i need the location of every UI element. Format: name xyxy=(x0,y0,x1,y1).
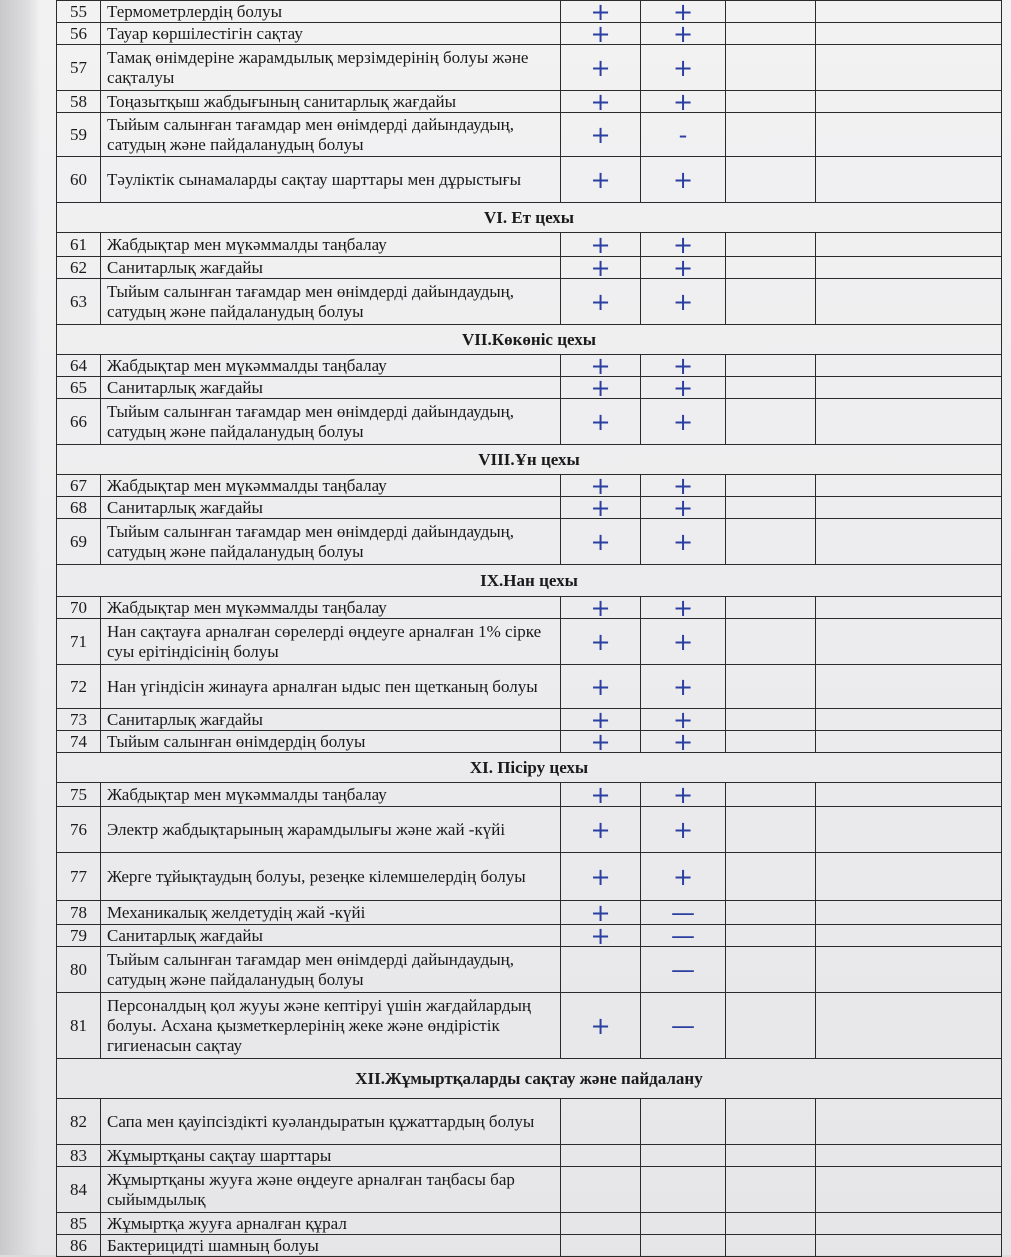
check-mark-1: + xyxy=(561,233,641,257)
empty-cell xyxy=(726,709,816,731)
check-mark-1: + xyxy=(561,91,641,113)
requirement-text: Тыйым салынған өнімдердің болуы xyxy=(101,731,561,753)
check-mark-1: + xyxy=(561,257,641,279)
checklist-body xyxy=(57,1,1002,1257)
check-mark-1: + xyxy=(561,901,641,925)
check-mark-2: + xyxy=(641,1,726,23)
check-mark-1 xyxy=(561,1145,641,1167)
row-number: 83 xyxy=(57,1145,101,1167)
notes-cell xyxy=(816,783,1002,807)
check-mark-2: + xyxy=(641,355,726,377)
requirement-text: Жабдықтар мен мүкәммалды таңбалау xyxy=(101,233,561,257)
notes-cell xyxy=(816,23,1002,45)
empty-cell xyxy=(726,279,816,325)
notes-cell xyxy=(816,497,1002,519)
requirement-text: Жабдықтар мен мүкәммалды таңбалау xyxy=(101,783,561,807)
row-number: 70 xyxy=(57,597,101,619)
notes-cell xyxy=(816,947,1002,993)
notes-cell xyxy=(816,519,1002,565)
row-number: 67 xyxy=(57,475,101,497)
requirement-text: Тауар көршілестігін сақтау xyxy=(101,23,561,45)
table-row xyxy=(57,399,1002,445)
check-mark-2: — xyxy=(641,901,726,925)
notes-cell xyxy=(816,925,1002,947)
check-mark-1: + xyxy=(561,783,641,807)
check-mark-2: + xyxy=(641,475,726,497)
check-mark-2: + xyxy=(641,497,726,519)
row-number: 86 xyxy=(57,1235,101,1257)
requirement-text: Тыйым салынған тағамдар мен өнімдерді дайындаудың, сатудың және пайдаланудың болуы xyxy=(101,399,561,445)
section-header-row xyxy=(57,325,1002,355)
empty-cell xyxy=(726,947,816,993)
requirement-text: Тоңазытқыш жабдығының санитарлық жағдайы xyxy=(101,91,561,113)
empty-cell xyxy=(726,925,816,947)
requirement-text: Тыйым салынған тағамдар мен өнімдерді дайындаудың, сатудың және пайдаланудың болуы xyxy=(101,519,561,565)
check-mark-1: + xyxy=(561,665,641,709)
section-header-row xyxy=(57,1059,1002,1099)
table-row xyxy=(57,731,1002,753)
requirement-text: Санитарлық жағдайы xyxy=(101,257,561,279)
notes-cell xyxy=(816,731,1002,753)
table-row xyxy=(57,709,1002,731)
check-mark-1: + xyxy=(561,993,641,1059)
notes-cell xyxy=(816,619,1002,665)
check-mark-1: + xyxy=(561,399,641,445)
check-mark-2: + xyxy=(641,91,726,113)
empty-cell xyxy=(726,113,816,157)
check-mark-2: + xyxy=(641,23,726,45)
check-mark-1: + xyxy=(561,113,641,157)
notes-cell xyxy=(816,233,1002,257)
row-number: 60 xyxy=(57,157,101,203)
row-number: 55 xyxy=(57,1,101,23)
row-number: 72 xyxy=(57,665,101,709)
check-mark-2: + xyxy=(641,257,726,279)
requirement-text: Нан сақтауға арналған сөрелерді өңдеуге арналған 1% сірке суы ерітіндісінің болуы xyxy=(101,619,561,665)
check-mark-1: + xyxy=(561,377,641,399)
requirement-text: Жабдықтар мен мүкәммалды таңбалау xyxy=(101,475,561,497)
table-row xyxy=(57,279,1002,325)
empty-cell xyxy=(726,233,816,257)
check-mark-1 xyxy=(561,1099,641,1145)
table-row xyxy=(57,475,1002,497)
check-mark-2: + xyxy=(641,279,726,325)
table-row xyxy=(57,1235,1002,1257)
requirement-text: Тәуліктік сынамаларды сақтау шарттары мен дұрыстығы xyxy=(101,157,561,203)
empty-cell xyxy=(726,45,816,91)
notes-cell xyxy=(816,1213,1002,1235)
empty-cell xyxy=(726,497,816,519)
table-row xyxy=(57,157,1002,203)
section-title: VIII.Ұн цехы xyxy=(57,445,1002,475)
check-mark-2: + xyxy=(641,807,726,853)
empty-cell xyxy=(726,807,816,853)
check-mark-2: — xyxy=(641,925,726,947)
check-mark-2: + xyxy=(641,597,726,619)
table-row xyxy=(57,901,1002,925)
notes-cell xyxy=(816,901,1002,925)
requirement-text: Санитарлық жағдайы xyxy=(101,497,561,519)
check-mark-1: + xyxy=(561,279,641,325)
empty-cell xyxy=(726,475,816,497)
requirement-text: Санитарлық жағдайы xyxy=(101,709,561,731)
table-row xyxy=(57,783,1002,807)
empty-cell xyxy=(726,783,816,807)
empty-cell xyxy=(726,1099,816,1145)
requirement-text: Персоналдың қол жууы және кептіруі үшін жағдайлардың болуы. Асхана қызметкерлерінің жеке және өндірістік гигиенасын сақтау xyxy=(101,993,561,1059)
check-mark-2 xyxy=(641,1099,726,1145)
notes-cell xyxy=(816,853,1002,901)
check-mark-2: + xyxy=(641,665,726,709)
row-number: 82 xyxy=(57,1099,101,1145)
check-mark-1: + xyxy=(561,807,641,853)
notes-cell xyxy=(816,91,1002,113)
table-row xyxy=(57,925,1002,947)
row-number: 77 xyxy=(57,853,101,901)
requirement-text: Тамақ өнімдеріне жарамдылық мерзімдерінің болуы және сақталуы xyxy=(101,45,561,91)
check-mark-2: + xyxy=(641,45,726,91)
row-number: 59 xyxy=(57,113,101,157)
check-mark-1 xyxy=(561,947,641,993)
row-number: 68 xyxy=(57,497,101,519)
table-row xyxy=(57,1167,1002,1213)
row-number: 66 xyxy=(57,399,101,445)
table-row xyxy=(57,619,1002,665)
check-mark-2: + xyxy=(641,399,726,445)
section-header-row xyxy=(57,445,1002,475)
table-row xyxy=(57,355,1002,377)
table-row xyxy=(57,377,1002,399)
table-row xyxy=(57,23,1002,45)
requirement-text: Термометрлердің болуы xyxy=(101,1,561,23)
table-row xyxy=(57,947,1002,993)
check-mark-2 xyxy=(641,1145,726,1167)
empty-cell xyxy=(726,355,816,377)
requirement-text: Механикалық желдетудің жай -күйі xyxy=(101,901,561,925)
row-number: 56 xyxy=(57,23,101,45)
notes-cell xyxy=(816,1167,1002,1213)
check-mark-1: + xyxy=(561,709,641,731)
check-mark-2 xyxy=(641,1235,726,1257)
table-row xyxy=(57,665,1002,709)
section-header-row xyxy=(57,565,1002,597)
check-mark-1 xyxy=(561,1213,641,1235)
check-mark-1: + xyxy=(561,853,641,901)
check-mark-1: + xyxy=(561,519,641,565)
check-mark-1: + xyxy=(561,23,641,45)
table-row xyxy=(57,1,1002,23)
check-mark-2: + xyxy=(641,377,726,399)
page-shadow xyxy=(0,0,40,1255)
notes-cell xyxy=(816,45,1002,91)
table-row xyxy=(57,807,1002,853)
section-title: XI. Пісіру цехы xyxy=(57,753,1002,783)
empty-cell xyxy=(726,597,816,619)
table-row xyxy=(57,91,1002,113)
empty-cell xyxy=(726,91,816,113)
check-mark-1: + xyxy=(561,497,641,519)
table-row xyxy=(57,45,1002,91)
check-mark-1 xyxy=(561,1235,641,1257)
requirement-text: Жерге тұйықтаудың болуы, резеңке кілемшелердің болуы xyxy=(101,853,561,901)
empty-cell xyxy=(726,1235,816,1257)
notes-cell xyxy=(816,597,1002,619)
row-number: 81 xyxy=(57,993,101,1059)
row-number: 78 xyxy=(57,901,101,925)
check-mark-1: + xyxy=(561,925,641,947)
row-number: 71 xyxy=(57,619,101,665)
empty-cell xyxy=(726,1,816,23)
row-number: 61 xyxy=(57,233,101,257)
row-number: 85 xyxy=(57,1213,101,1235)
requirement-text: Жабдықтар мен мүкәммалды таңбалау xyxy=(101,597,561,619)
requirement-text: Тыйым салынған тағамдар мен өнімдерді дайындаудың, сатудың және пайдаланудың болуы xyxy=(101,947,561,993)
table-row xyxy=(57,993,1002,1059)
empty-cell xyxy=(726,257,816,279)
requirement-text: Тыйым салынған тағамдар мен өнімдерді дайындаудың, сатудың және пайдаланудың болуы xyxy=(101,279,561,325)
empty-cell xyxy=(726,665,816,709)
check-mark-2 xyxy=(641,1213,726,1235)
row-number: 65 xyxy=(57,377,101,399)
requirement-text: Тыйым салынған тағамдар мен өнімдерді дайындаудың, сатудың және пайдаланудың болуы xyxy=(101,113,561,157)
row-number: 62 xyxy=(57,257,101,279)
row-number: 64 xyxy=(57,355,101,377)
notes-cell xyxy=(816,377,1002,399)
empty-cell xyxy=(726,519,816,565)
check-mark-2 xyxy=(641,1167,726,1213)
row-number: 75 xyxy=(57,783,101,807)
check-mark-2: + xyxy=(641,783,726,807)
notes-cell xyxy=(816,1,1002,23)
notes-cell xyxy=(816,279,1002,325)
requirement-text: Жұмыртқа жууға арналған құрал xyxy=(101,1213,561,1235)
notes-cell xyxy=(816,355,1002,377)
check-mark-2: + xyxy=(641,519,726,565)
row-number: 76 xyxy=(57,807,101,853)
check-mark-1 xyxy=(561,1167,641,1213)
notes-cell xyxy=(816,257,1002,279)
check-mark-1: + xyxy=(561,355,641,377)
check-mark-2: — xyxy=(641,993,726,1059)
check-mark-2: + xyxy=(641,619,726,665)
check-mark-2: — xyxy=(641,947,726,993)
requirement-text: Санитарлық жағдайы xyxy=(101,377,561,399)
notes-cell xyxy=(816,993,1002,1059)
table-row xyxy=(57,853,1002,901)
check-mark-1: + xyxy=(561,731,641,753)
requirement-text: Жабдықтар мен мүкәммалды таңбалау xyxy=(101,355,561,377)
checklist-table xyxy=(56,0,1002,1257)
row-number: 84 xyxy=(57,1167,101,1213)
section-title: VII.Көкөніс цехы xyxy=(57,325,1002,355)
table-row xyxy=(57,1213,1002,1235)
check-mark-1: + xyxy=(561,1,641,23)
check-mark-2: + xyxy=(641,157,726,203)
check-mark-2: + xyxy=(641,233,726,257)
row-number: 63 xyxy=(57,279,101,325)
empty-cell xyxy=(726,1145,816,1167)
notes-cell xyxy=(816,1145,1002,1167)
requirement-text: Сапа мен қауіпсіздікті куәландыратын құжаттардың болуы xyxy=(101,1099,561,1145)
notes-cell xyxy=(816,157,1002,203)
requirement-text: Жұмыртқаны жууға және өңдеуге арналған таңбасы бар сыйымдылық xyxy=(101,1167,561,1213)
row-number: 80 xyxy=(57,947,101,993)
table-row xyxy=(57,257,1002,279)
section-header-row xyxy=(57,203,1002,233)
table-row xyxy=(57,497,1002,519)
check-mark-2: + xyxy=(641,709,726,731)
row-number: 73 xyxy=(57,709,101,731)
notes-cell xyxy=(816,399,1002,445)
check-mark-1: + xyxy=(561,475,641,497)
section-title: IX.Нан цехы xyxy=(57,565,1002,597)
check-mark-2: - xyxy=(641,113,726,157)
requirement-text: Жұмыртқаны сақтау шарттары xyxy=(101,1145,561,1167)
empty-cell xyxy=(726,619,816,665)
empty-cell xyxy=(726,1167,816,1213)
empty-cell xyxy=(726,377,816,399)
empty-cell xyxy=(726,993,816,1059)
table-row xyxy=(57,1099,1002,1145)
table-row xyxy=(57,519,1002,565)
empty-cell xyxy=(726,399,816,445)
check-mark-1: + xyxy=(561,619,641,665)
table-row xyxy=(57,113,1002,157)
requirement-text: Нан үгіндісін жинауға арналған ыдыс пен щетканың болуы xyxy=(101,665,561,709)
empty-cell xyxy=(726,23,816,45)
notes-cell xyxy=(816,475,1002,497)
section-title: VI. Ет цехы xyxy=(57,203,1002,233)
row-number: 69 xyxy=(57,519,101,565)
requirement-text: Электр жабдықтарының жарамдылығы және жай -күйі xyxy=(101,807,561,853)
notes-cell xyxy=(816,1099,1002,1145)
check-mark-1: + xyxy=(561,45,641,91)
notes-cell xyxy=(816,113,1002,157)
check-mark-2: + xyxy=(641,853,726,901)
section-header-row xyxy=(57,753,1002,783)
empty-cell xyxy=(726,901,816,925)
row-number: 57 xyxy=(57,45,101,91)
row-number: 79 xyxy=(57,925,101,947)
empty-cell xyxy=(726,157,816,203)
requirement-text: Санитарлық жағдайы xyxy=(101,925,561,947)
check-mark-1: + xyxy=(561,157,641,203)
table-row xyxy=(57,597,1002,619)
empty-cell xyxy=(726,731,816,753)
row-number: 74 xyxy=(57,731,101,753)
empty-cell xyxy=(726,1213,816,1235)
requirement-text: Бактерицидті шамның болуы xyxy=(101,1235,561,1257)
section-title: XII.Жұмыртқаларды сақтау және пайдалану xyxy=(57,1059,1002,1099)
check-mark-2: + xyxy=(641,731,726,753)
notes-cell xyxy=(816,1235,1002,1257)
empty-cell xyxy=(726,853,816,901)
notes-cell xyxy=(816,709,1002,731)
notes-cell xyxy=(816,807,1002,853)
notes-cell xyxy=(816,665,1002,709)
check-mark-1: + xyxy=(561,597,641,619)
table-row xyxy=(57,233,1002,257)
table-row xyxy=(57,1145,1002,1167)
row-number: 58 xyxy=(57,91,101,113)
